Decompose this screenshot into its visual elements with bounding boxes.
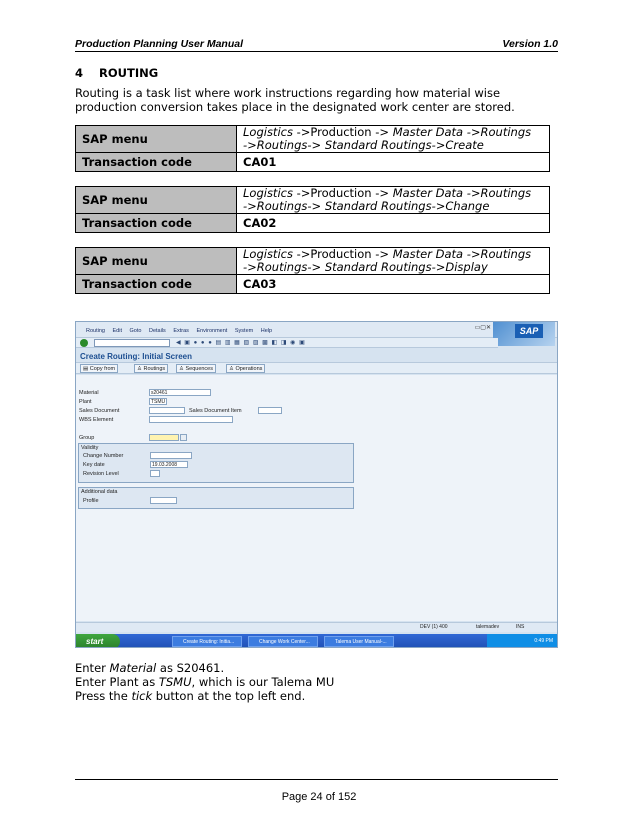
- menu-routing[interactable]: Routing: [86, 328, 105, 334]
- key-date-input[interactable]: 19.03.2008: [150, 461, 188, 468]
- material-label: Material: [79, 390, 99, 396]
- windows-taskbar: [76, 634, 557, 648]
- footer-rule: [75, 779, 558, 780]
- toolbar-icons[interactable]: ◀ ▣ ● ● ● ▤ ▥ ▦ ▧ ▨ ▩ ◧ ◨ ◉ ▣: [176, 340, 306, 346]
- sap-menu-path: Logistics ->Production -> Master Data ->Routings ->Routings-> Standard Routings->Change: [237, 187, 550, 214]
- transaction-code-label: Transaction code: [76, 214, 237, 233]
- start-button[interactable]: start: [76, 634, 120, 648]
- revision-level-input[interactable]: [150, 470, 160, 477]
- material-input[interactable]: s20461: [149, 389, 211, 396]
- menu-extras[interactable]: Extras: [173, 328, 189, 334]
- menu-environment[interactable]: Environment: [196, 328, 228, 334]
- key-date-label: Key date: [83, 462, 105, 468]
- sap-logo: SAP: [493, 322, 555, 346]
- system-info: DEV (1) 400: [420, 624, 448, 630]
- wbs-element-input[interactable]: [149, 416, 233, 423]
- header-version: Version 1.0: [502, 38, 558, 50]
- transaction-table-create: [75, 125, 550, 172]
- transaction-code: CA03: [237, 275, 550, 294]
- sequences-button[interactable]: ♙ Sequences: [176, 364, 216, 373]
- insert-mode: INS: [516, 624, 525, 630]
- enter-tick-icon[interactable]: [80, 339, 88, 347]
- menu-system[interactable]: System: [234, 328, 254, 334]
- transaction-code: CA02: [237, 214, 550, 233]
- routings-button[interactable]: ♙ Routings: [134, 364, 168, 373]
- copy-from-button[interactable]: ▤ Copy from: [80, 364, 118, 373]
- taskbar-item-create-routing[interactable]: Create Routing: Initia...: [172, 636, 242, 647]
- transaction-table-change: [75, 186, 550, 233]
- window-controls-icon[interactable]: ▭▢✕: [474, 325, 491, 331]
- sales-document-label: Sales Document: [79, 408, 120, 414]
- instructions: [75, 661, 334, 703]
- application-toolbar: [76, 362, 557, 374]
- sap-menu-label: SAP menu: [76, 126, 237, 153]
- sap-menubar: [76, 322, 557, 338]
- profile-input[interactable]: [150, 497, 177, 504]
- wbs-element-label: WBS Element: [79, 417, 114, 423]
- sap-menu-items: [86, 328, 278, 334]
- menu-details[interactable]: Details: [148, 328, 166, 334]
- screen-title: Create Routing: Initial Screen: [80, 352, 193, 361]
- taskbar-item-user-manual[interactable]: Talema User Manual-...: [324, 636, 394, 647]
- sales-document-item-label: Sales Document Item: [189, 408, 242, 414]
- sap-standard-toolbar: [76, 338, 498, 348]
- section-title: ROUTING: [99, 66, 159, 80]
- section-intro: [75, 86, 559, 114]
- header-title: Production Planning User Manual: [75, 38, 244, 50]
- intro-line-1: Routing is a task list where work instructions regarding how material wise: [75, 86, 501, 100]
- section-number: 4: [75, 66, 84, 80]
- change-number-input[interactable]: [150, 452, 192, 459]
- sales-document-input[interactable]: [149, 407, 185, 414]
- change-number-label: Change Number: [83, 453, 124, 459]
- additional-data-group: [78, 487, 354, 509]
- page-header: [75, 38, 558, 52]
- validity-title: Validity: [81, 445, 99, 451]
- menu-goto[interactable]: Goto: [129, 328, 142, 334]
- group-search-icon[interactable]: [180, 434, 187, 441]
- validity-group: [78, 443, 354, 483]
- instruction-material: Enter Material as S20461.: [75, 661, 225, 675]
- server-info: talemadev: [476, 624, 500, 630]
- group-input[interactable]: [149, 434, 179, 441]
- system-tray-clock: 0:49 PM: [487, 634, 557, 648]
- header-rule: [75, 51, 558, 52]
- transaction-code-label: Transaction code: [76, 275, 237, 294]
- sap-menu-label: SAP menu: [76, 187, 237, 214]
- transaction-code-label: Transaction code: [76, 153, 237, 172]
- sap-menu-path: Logistics ->Production -> Master Data ->Routings ->Routings-> Standard Routings->Create: [237, 126, 550, 153]
- status-bar: [76, 622, 557, 632]
- page-number: Page 24 of 152: [281, 791, 357, 803]
- intro-line-2: production conversion takes place in the designated work center are stored.: [75, 100, 515, 114]
- sap-work-area: [76, 375, 557, 621]
- plant-input[interactable]: TSMU: [151, 399, 166, 405]
- plant-label: Plant: [79, 399, 92, 405]
- section-heading: [75, 66, 158, 80]
- instruction-tick: Press the tick button at the top left end.: [75, 689, 306, 703]
- sap-menu-path: Logistics ->Production -> Master Data ->Routings ->Routings-> Standard Routings->Display: [237, 248, 550, 275]
- profile-label: Profile: [83, 498, 99, 504]
- sales-document-item-input[interactable]: [258, 407, 282, 414]
- sap-screenshot: [75, 321, 558, 648]
- operations-button[interactable]: ♙ Operations: [226, 364, 265, 373]
- instruction-plant: Enter Plant as TSMU, which is our Talema MU: [75, 675, 335, 689]
- menu-help[interactable]: Help: [260, 328, 273, 334]
- sap-menu-label: SAP menu: [76, 248, 237, 275]
- menu-edit[interactable]: Edit: [112, 328, 122, 334]
- transaction-code: CA01: [237, 153, 550, 172]
- additional-data-title: Additional data: [81, 489, 118, 495]
- revision-level-label: Revision Level: [83, 471, 119, 477]
- group-label: Group: [79, 435, 95, 441]
- taskbar-item-change-work-center[interactable]: Change Work Center...: [248, 636, 318, 647]
- command-field[interactable]: [94, 339, 170, 347]
- transaction-table-display: [75, 247, 550, 294]
